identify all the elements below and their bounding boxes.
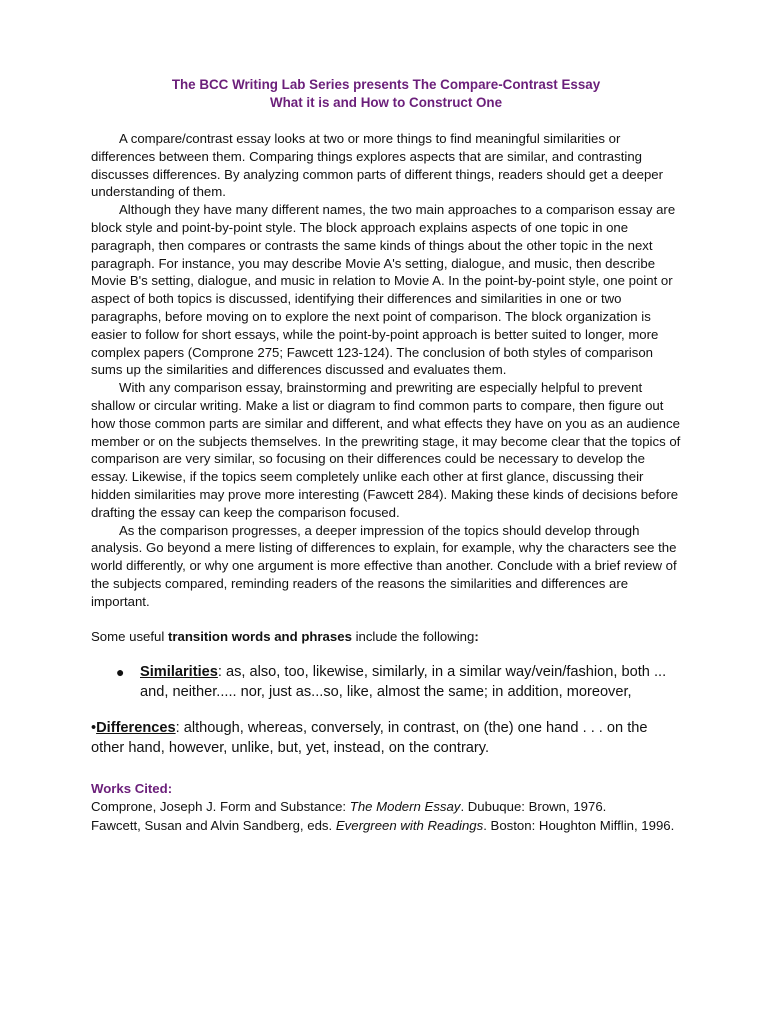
citation-2-after: . Boston: Houghton Mifflin, 1996. [483,817,675,833]
citation-1-title: The Modern Essay [349,799,461,815]
document-subtitle: What it is and How to Construct One [269,95,503,110]
differences-term: Differences [96,720,176,737]
transition-intro [91,628,681,646]
differences-item [91,718,681,758]
differences-text: : although, whereas, conversely, in contrast, on (the) one hand . . . on the other hand, however, unlike, but, yet, instead, on the contrary. [91,720,648,757]
citation-1 [91,798,681,817]
body-paragraph-2: Although they have many different names, the two main approaches to a comparison essay are block style and point-by-point style. The block approach explains aspects of one topic in one paragraph, then compares or contrasts the same kinds of things about the other topic in the next paragraph. For instance, you may describe Movie A's setting, dialogue, and music, then describe Movie B's setting, dialogue, and music in relation to Movie A. In the point-by-point style, one point or aspect of both topics is discussed, identifying their differences and similarities in one or two paragraphs, before moving on to explore the next point of comparison. The block organization is easier to follow for short essays, while the point-by-point approach is better suited to longer, more complex papers (Comprone 275; Fawcett 123-124). The conclusion of both styles of comparison sums up the similarities and differences discussed and evaluates them. [91,202,676,378]
transition-intro-colon: : [474,628,479,644]
body-paragraph-1: A compare/contrast essay looks at two or more things to find meaningful similarities or differences between them. Comparing things explores aspects that are similar, and contrasting discusses differences. By analyzing common parts of different things, readers should get a deeper understanding of them. [91,131,664,200]
body-paragraph-4: As the comparison progresses, a deeper impression of the topics should develop through analysis. Go beyond a mere listing of differences to explain, for example, why the characters see the world differently, or why one argument is more effective than another. Conclude with a brief review of the subjects compared, reminding readers of the reasons the similarities and differences are important. [91,522,677,609]
similarities-item [91,662,681,702]
bullet-icon: ● [116,664,125,681]
body-paragraph-3: With any comparison essay, brainstorming and prewriting are especially helpful to prevent shallow or circular writing. Make a list or diagram to find common parts to compare, then figure out how those common parts are similar and different, and what effects they have on you as an audience member or on the subjects themselves. In the prewriting stage, it may become clear that the topics of comparison are very similar, so focusing on their differences could be necessary to develop the essay. Likewise, if the topics seem completely unlike each other at first glance, discussing their hidden similarities may prove more interesting (Fawcett 284). Making these kinds of decisions before drafting the essay can keep the comparison focused. [91,380,681,520]
document-page [91,76,681,835]
citation-2 [91,817,681,836]
differences-bullet-icon: • [91,720,97,737]
citation-1-after: . Dubuque: Brown, 1976. [460,799,607,815]
citation-2-before: Fawcett, Susan and Alvin Sandberg, eds. [91,817,336,833]
works-cited-heading: Works Cited: [91,781,173,797]
transition-list [91,662,681,702]
transition-intro-bold: transition words and phrases [167,628,352,644]
citation-2-title: Evergreen with Readings [335,817,484,833]
transition-intro-suffix: include the following [351,628,475,644]
similarities-term: Similarities [140,664,218,681]
transition-intro-prefix: Some useful [91,628,168,644]
citation-1-before: Comprone, Joseph J. Form and Substance: [91,799,350,815]
document-title: The BCC Writing Lab Series presents The Compare-Contrast Essay [171,77,601,92]
title-block [91,76,681,112]
similarities-text: : as, also, too, likewise, similarly, in a similar way/vein/fashion, both ... and, neither..... nor, just as...so, like, almost the same; in addition, moreover, [140,664,667,701]
